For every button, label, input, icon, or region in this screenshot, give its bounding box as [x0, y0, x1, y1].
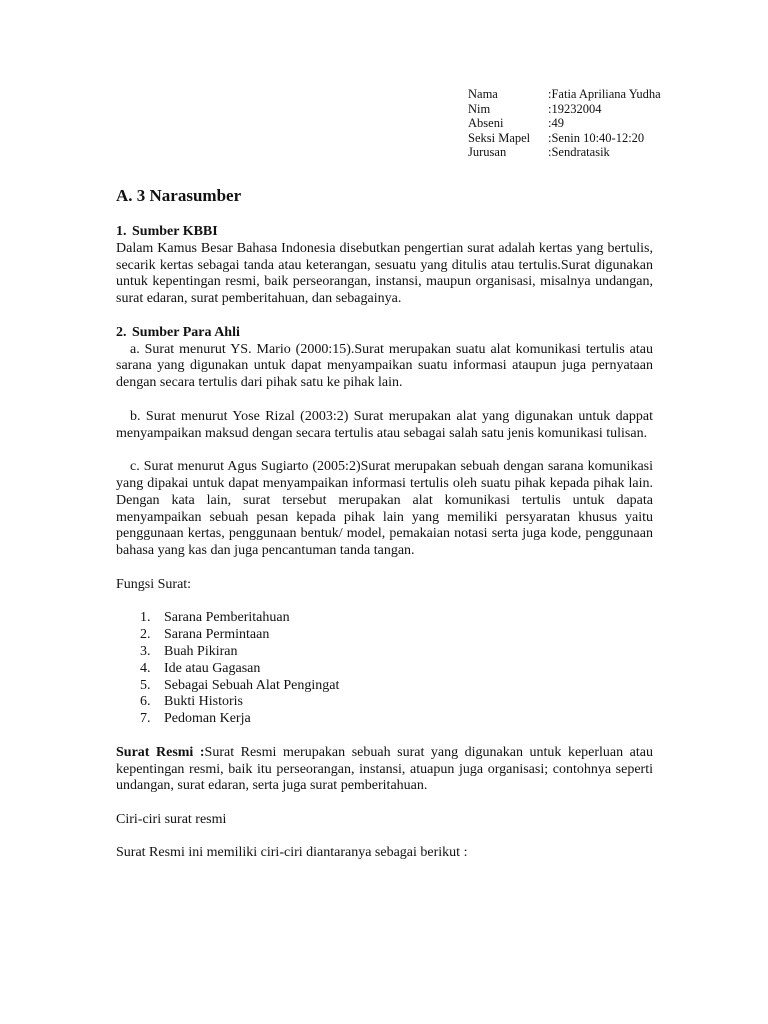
list-item [116, 678, 653, 695]
section-heading-kbbi [116, 224, 653, 241]
list-item [116, 644, 653, 661]
paragraph-kbbi: Dalam Kamus Besar Bahasa Indonesia disebutkan pengertian surat adalah kertas yang bertulis, secarik kertas sebagai tanda atau keterangan, sesuatu yang ditulis atau tertulis.Surat digunakan untuk kepentingan resmi, baik perseorangan, instansi, maupun organisasi, misalnya undangan, surat edaran, surat pemberitahuan, dan sebagainya. [116, 240, 653, 307]
ciri-intro: Surat Resmi ini memiliki ciri-ciri diantaranya sebagai berikut : [116, 845, 468, 861]
section-number: 1. [116, 224, 127, 239]
identity-row-seksi [468, 131, 668, 146]
identity-value: :19232004 [548, 101, 602, 116]
list-text: Buah Pikiran [164, 643, 238, 659]
identity-label: Abseni [468, 116, 504, 130]
identity-value: :Senin 10:40-12:20 [548, 130, 645, 145]
fungsi-list [116, 610, 653, 728]
list-text: Sarana Permintaan [164, 627, 270, 643]
identity-label: Nim [468, 101, 491, 116]
list-text: Ide atau Gagasan [164, 660, 261, 676]
list-number: 3. [140, 643, 151, 659]
list-number: 6. [140, 694, 151, 710]
list-number: 5. [140, 677, 151, 693]
surat-resmi-text: Surat Resmi merupakan sebuah surat yang digunakan untuk keperluan atau kepentingan resmi, baik itu perseorangan, instansi, atuapun juga organisasi; contohnya seperti undangan, surat edaran, serta juga surat pemberitahuan. [116, 744, 653, 794]
list-item [116, 694, 653, 711]
page-title: A. 3 Narasumber [116, 186, 242, 205]
list-text: Sebagai Sebuah Alat Pengingat [164, 677, 340, 693]
list-item [116, 711, 653, 728]
list-number: 2. [140, 627, 151, 643]
identity-value: :Sendratasik [548, 145, 610, 159]
identity-value: :Fatia Apriliana Yudha [548, 87, 661, 101]
identity-label: Jurusan [468, 145, 507, 159]
section-heading-para-ahli [116, 325, 653, 342]
ciri-heading: Ciri-ciri surat resmi [116, 811, 227, 827]
identity-row-nama [468, 87, 668, 102]
paragraph-ahli-a: a. Surat menurut YS. Mario (2000:15).Surat merupakan suatu alat komunikasi tertulis atau sarana yang digunakan untuk dapat menyampaikan suatu informasi ataupun juga pernyataan dengan secara tertulis dari pihak satu ke pihak lain. [116, 341, 653, 391]
section-heading-text: Sumber KBBI [132, 224, 218, 239]
paragraph-surat-resmi [116, 745, 653, 795]
list-number: 7. [140, 711, 151, 727]
surat-resmi-term: Surat Resmi : [116, 744, 205, 760]
identity-block [468, 87, 668, 160]
identity-label: Nama [468, 87, 498, 101]
section-heading-text: Sumber Para Ahli [132, 324, 240, 340]
list-text: Pedoman Kerja [164, 711, 251, 727]
list-text: Bukti Historis [164, 694, 243, 710]
document-body [116, 224, 653, 862]
list-item [116, 610, 653, 627]
identity-row-nim [468, 102, 668, 117]
list-number: 1. [140, 610, 151, 626]
paragraph-ahli-b: b. Surat menurut Yose Rizal (2003:2) Surat merupakan alat yang digunakan untuk dappat menyampaikan maksud dengan secara tertulis atau sebagai salah satu jenis komunikasi tulisan. [116, 408, 653, 441]
identity-row-absen [468, 116, 668, 131]
identity-value: :49 [548, 116, 564, 130]
list-item [116, 661, 653, 678]
identity-row-jurusan [468, 145, 668, 160]
identity-label: Seksi Mapel [468, 130, 531, 145]
list-text: Sarana Pemberitahuan [164, 610, 290, 626]
section-number: 2. [116, 324, 127, 340]
paragraph-ahli-c: c. Surat menurut Agus Sugiarto (2005:2)Surat merupakan sebuah dengan sarana komunikasi yang dipakai untuk dapat menyampaikan informasi tertulis oleh suatu pihak kepada pihak lain. Dengan kata lain, surat tersebut merupakan alat komunikasi tertulis untuk dapata menyampaikan sebuah pesan kepada pihak lain yang memiliki persyaratan khusus yaitu penggunaan kertas, penggunaan bentuk/ model, pemakaian notasi serta juga kode, penggunaan bahasa yang kas dan juga pencantuman tanda tangan. [116, 459, 653, 559]
list-item [116, 627, 653, 644]
fungsi-heading: Fungsi Surat: [116, 576, 192, 592]
list-number: 4. [140, 660, 151, 676]
